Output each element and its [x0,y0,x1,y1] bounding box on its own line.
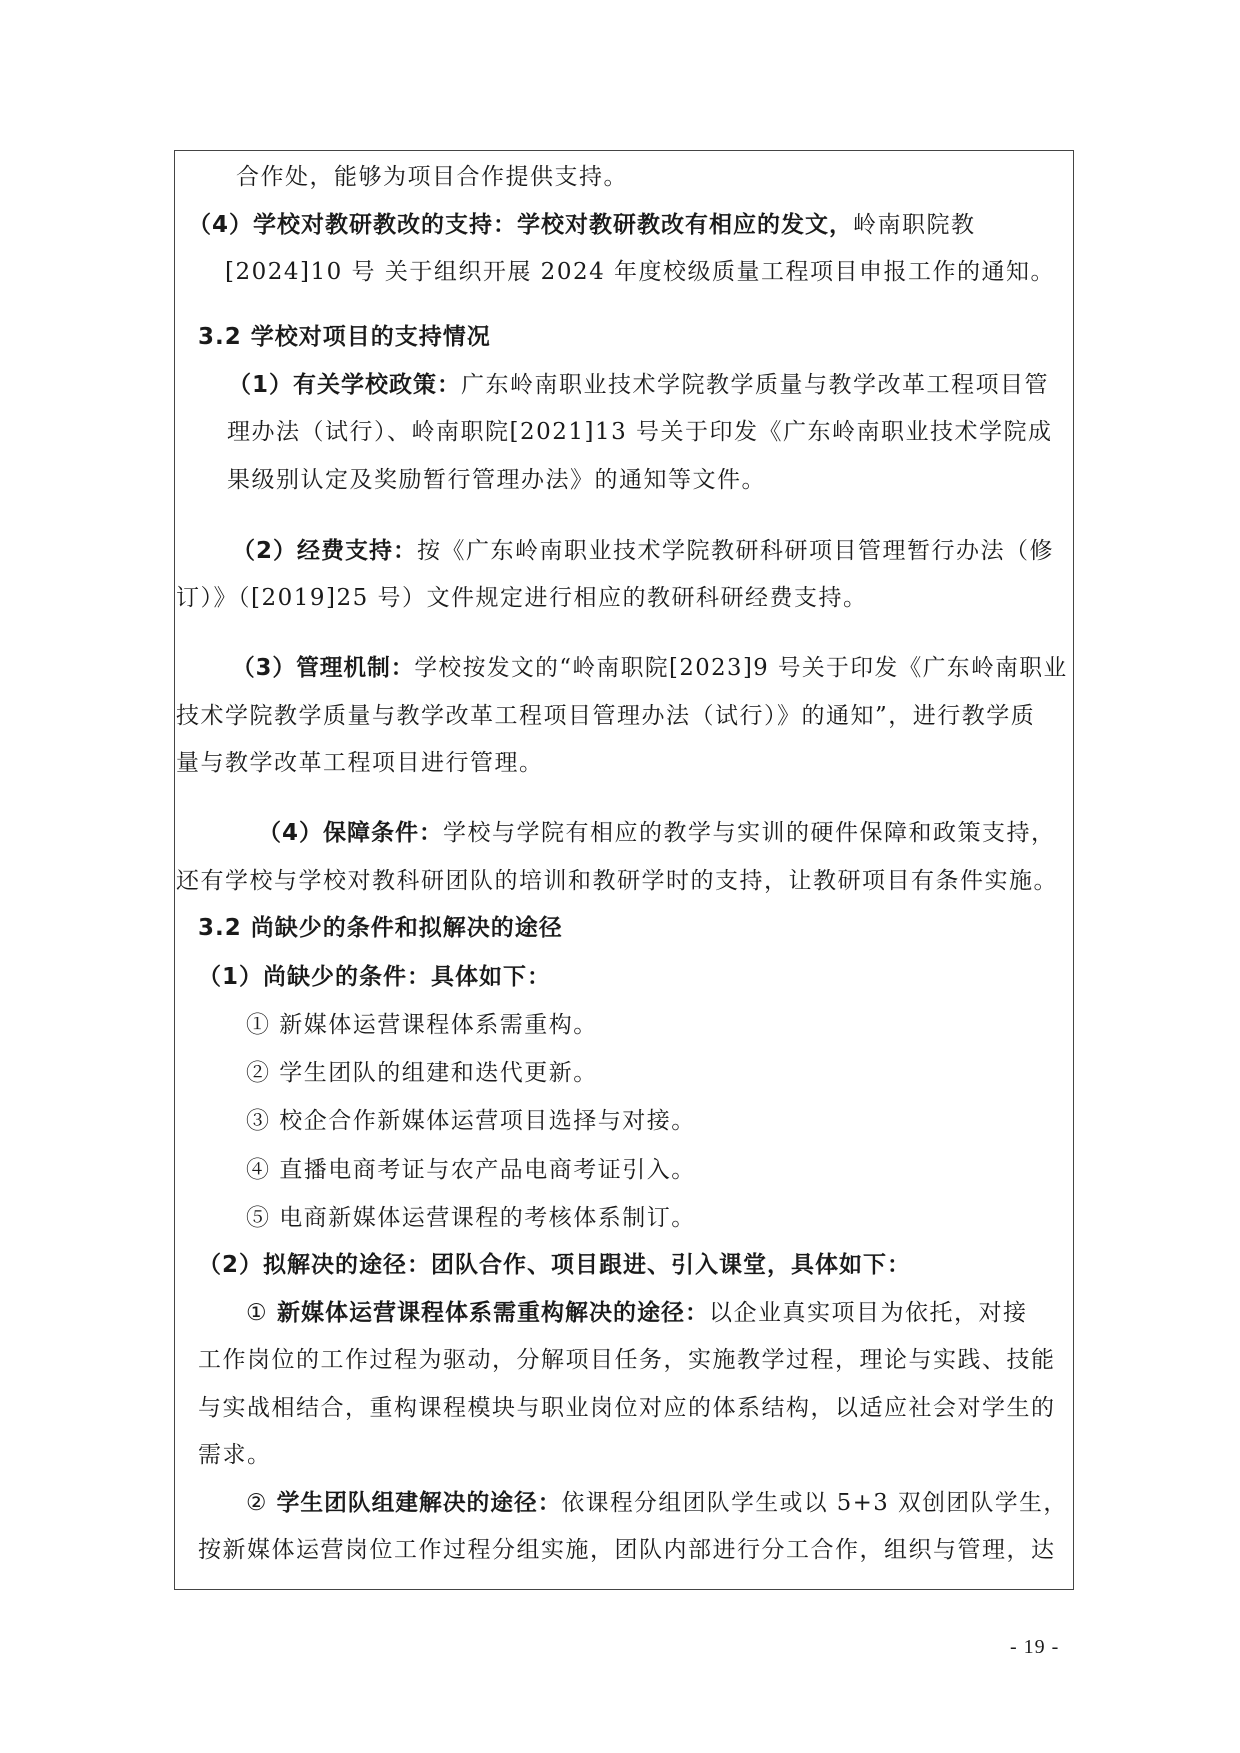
text-line [228,370,1049,400]
text-run: 学校按发文的“岭南职院[2023]9 号关于印发《广东岭南职业 [414,655,1068,681]
text-run: 合作处，能够为项目合作提供支持。 [236,164,628,190]
text-run: 依课程分组团队学生或以 5+3 双创团队学生， [561,1490,1068,1516]
text-run: 工作岗位的工作过程为驱动，分解项目任务，实施教学过程，理论与实践、技能 [198,1347,1056,1373]
bold-run: （2）经费支持： [232,538,418,564]
text-run: 订）》（[2019]25 号）文件规定进行相应的教研科研经费支持。 [176,585,868,611]
bold-run: 学生团队组建解决的途径： [276,1490,562,1516]
text-line [198,1345,1056,1375]
page-number: - 19 - [1010,1636,1060,1658]
text-run: 果级别认定及奖励暂行管理办法》的通知等文件。 [227,467,766,493]
text-line [236,162,628,192]
bold-run: （4）保障条件： [258,820,444,846]
text-run: 岭南职院教 [853,212,976,238]
bold-run: （1）有关学校政策： [228,372,462,398]
text-run: 按《广东岭南职业技术学院教研科研项目管理暂行办法（修 [417,538,1055,564]
subsection-heading [198,962,551,992]
text-line [176,701,1035,731]
text-line [198,1440,272,1470]
bold-run: 新媒体运营课程体系需重构解决的途径： [276,1300,709,1326]
text-line [232,536,1054,566]
text-run: 量与教学改革工程项目进行管理。 [176,750,544,776]
text-line [258,818,1056,848]
text-line [176,583,868,613]
bold-run: 3.2 学校对项目的支持情况 [198,324,491,350]
subsection-heading [198,1250,911,1280]
text-run: ① 新媒体运营课程体系需重构。 [246,1012,598,1038]
bold-run: 3.2 尚缺少的条件和拟解决的途径 [198,915,563,941]
text-line [198,1535,1056,1565]
list-item [246,1010,598,1040]
text-run: [2024]10 号 关于组织开展 2024 年度校级质量工程项目申报工作的通知。 [225,259,1056,285]
list-item [246,1155,696,1185]
text-run: 需求。 [198,1442,272,1468]
text-run: ③ 校企合作新媒体运营项目选择与对接。 [246,1108,696,1134]
bold-run: （3）管理机制： [232,655,415,681]
text-line [246,1298,1027,1328]
text-line [188,210,976,240]
text-line [198,1393,1056,1423]
text-run: 理办法（试行）、岭南职院[2021]13 号关于印发《广东岭南职业技术学院成 [227,419,1053,445]
text-line [246,1488,1068,1518]
list-item [246,1106,696,1136]
text-line [227,465,766,495]
bold-run: （1）尚缺少的条件：具体如下： [198,964,552,990]
text-run: ① [246,1300,277,1326]
section-heading [198,322,491,352]
bold-run: （4）学校对教研教改的支持：学校对教研教改有相应的发文， [188,212,854,238]
text-run: 与实战相结合，重构课程模块与职业岗位对应的体系结构，以适应社会对学生的 [198,1395,1056,1421]
list-item [246,1203,696,1233]
text-run: 技术学院教学质量与教学改革工程项目管理办法（试行）》的通知”，进行教学质 [176,703,1036,729]
text-run: 按新媒体运营岗位工作过程分组实施，团队内部进行分工合作，组织与管理，达 [198,1537,1056,1563]
text-line [225,257,1055,287]
text-run: 还有学校与学校对教科研团队的培训和教研学时的支持，让教研项目有条件实施。 [176,868,1058,894]
text-run: ② [246,1490,277,1516]
text-line [176,866,1058,896]
text-line [232,653,1068,683]
text-run: 学校与学院有相应的教学与实训的硬件保障和政策支持， [443,820,1056,846]
text-run: 以企业真实项目为依托，对接 [708,1300,1028,1326]
text-run: 广东岭南职业技术学院教学质量与教学改革工程项目管 [461,372,1050,398]
text-run: ④ 直播电商考证与农产品电商考证引入。 [246,1157,696,1183]
section-heading [198,913,563,943]
text-run: ⑤ 电商新媒体运营课程的考核体系制订。 [246,1205,696,1231]
list-item [246,1058,598,1088]
text-run: ② 学生团队的组建和迭代更新。 [246,1060,598,1086]
text-line [176,748,544,778]
text-line [227,417,1053,447]
bold-run: （2）拟解决的途径：团队合作、项目跟进、引入课堂，具体如下： [198,1252,912,1278]
